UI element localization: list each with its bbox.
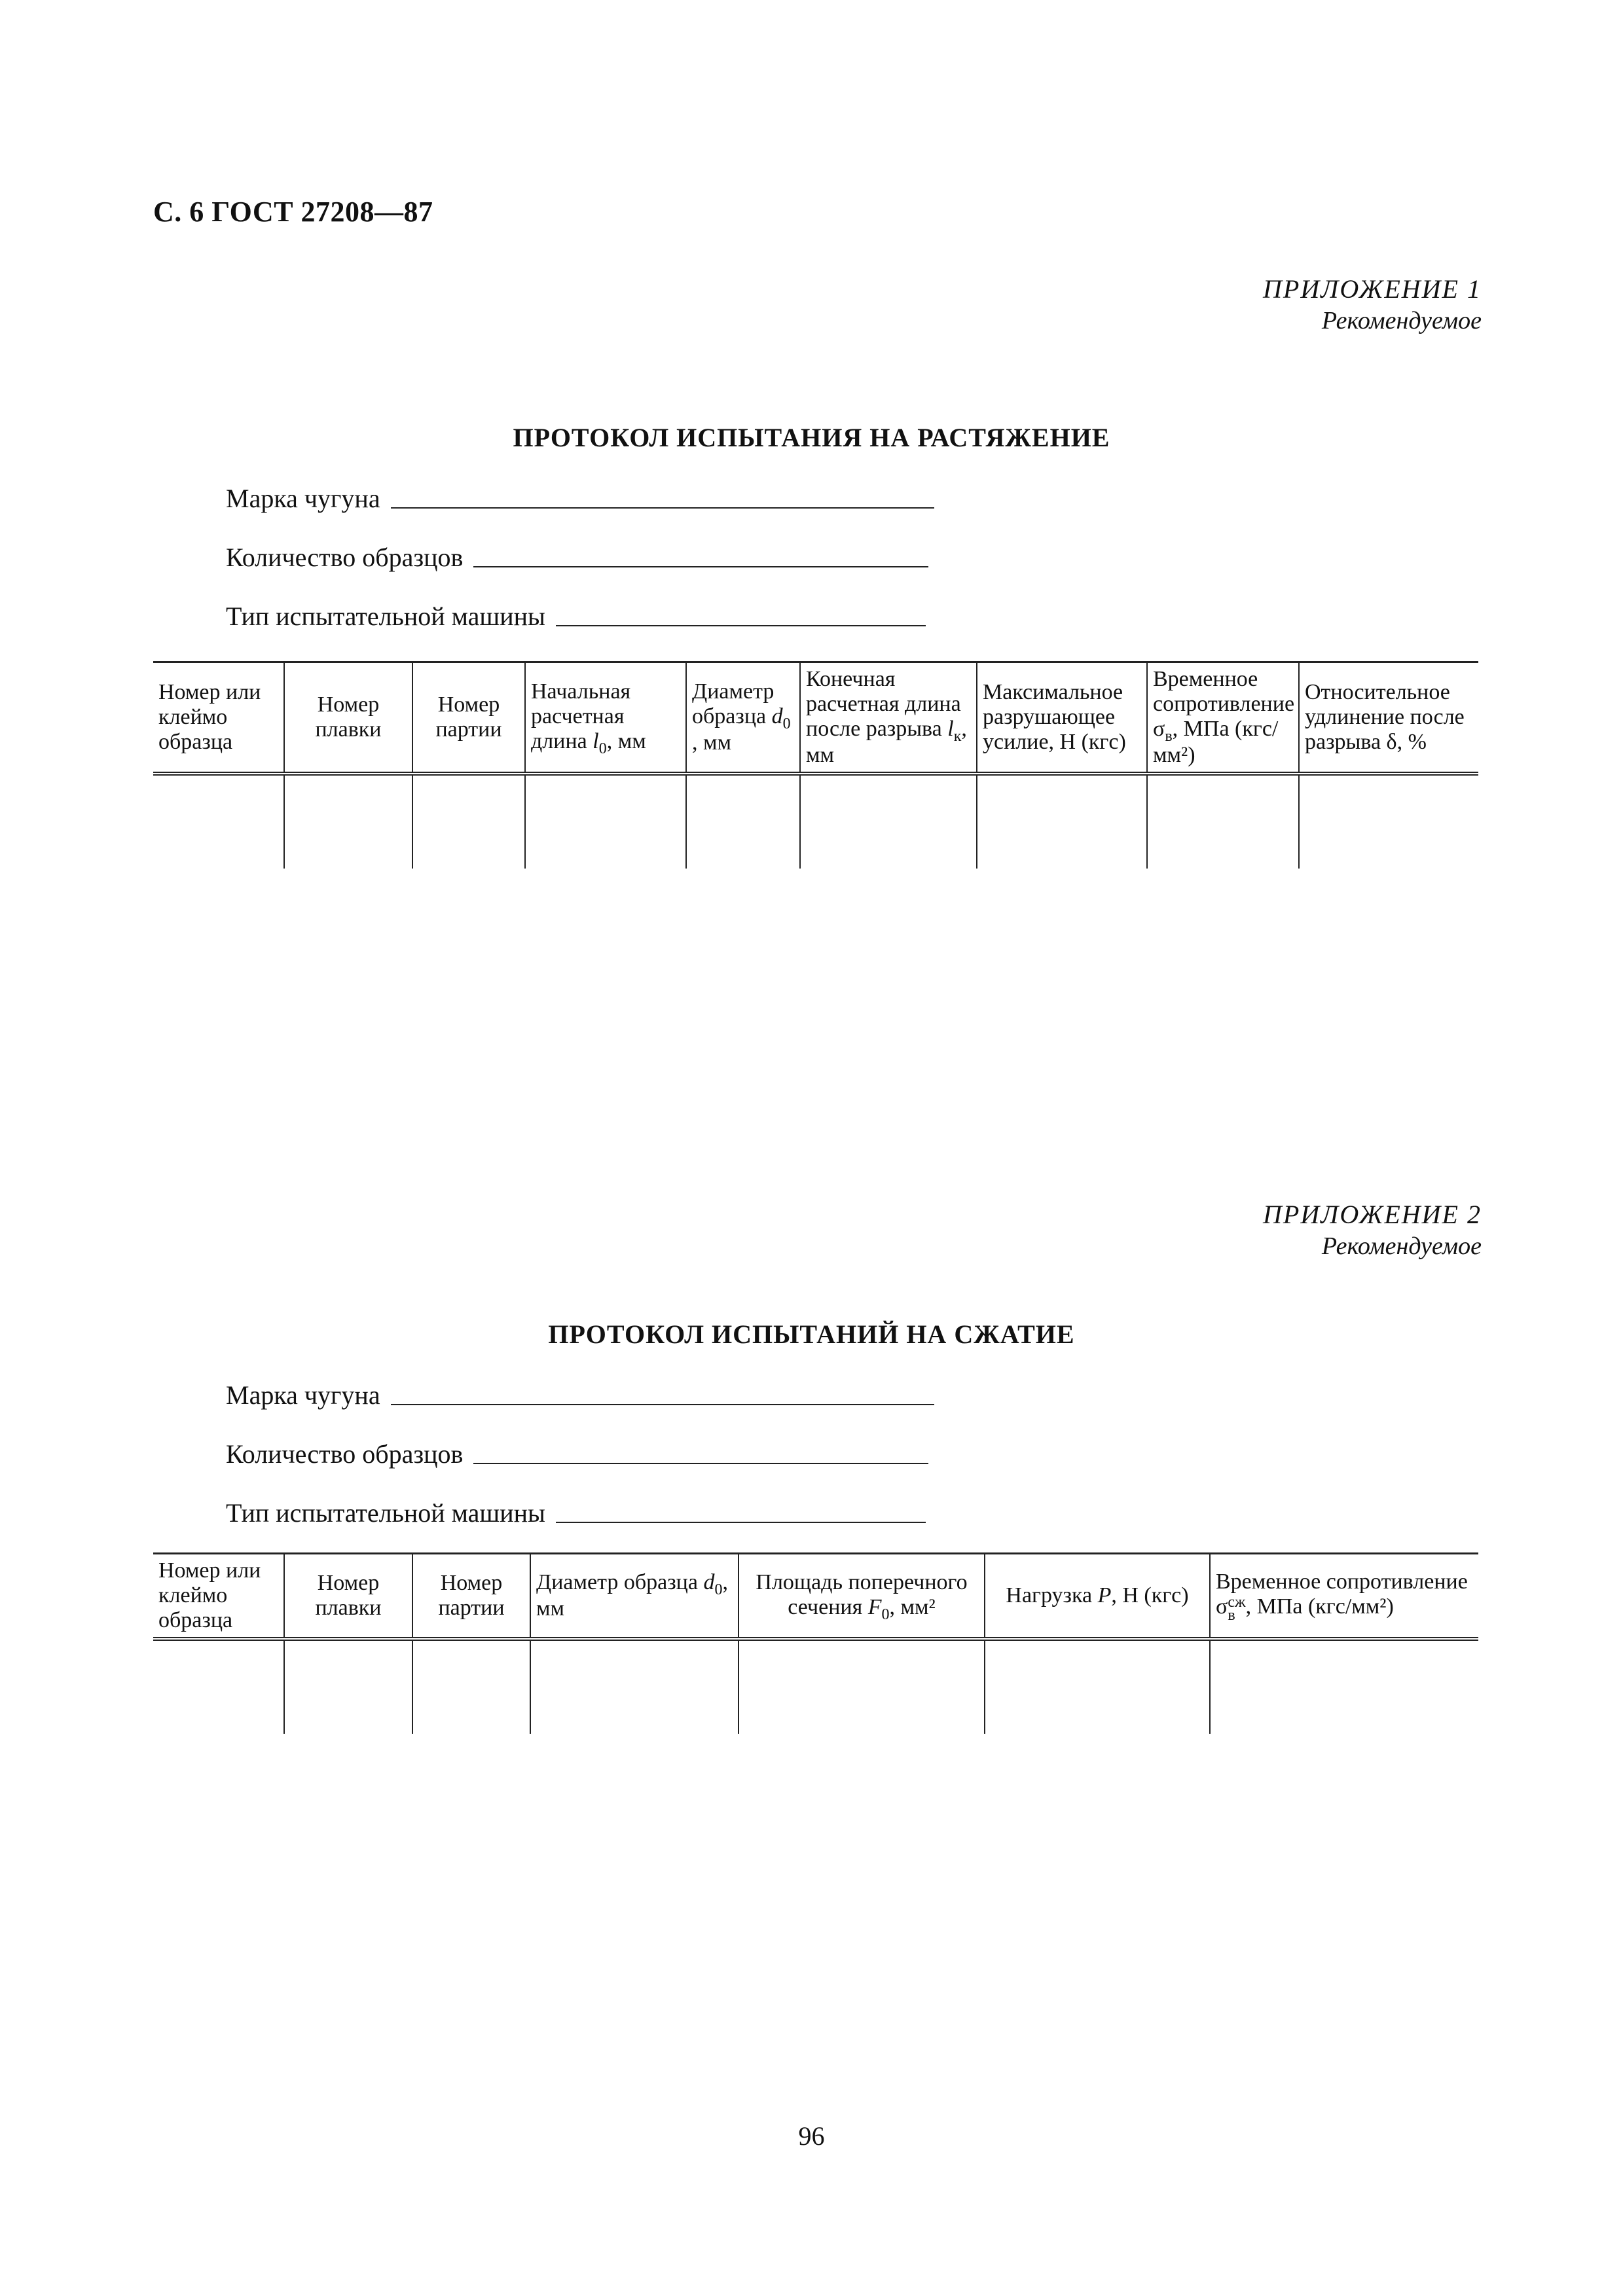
- tension-data-cell-2[interactable]: [284, 774, 412, 869]
- page-number: 96: [798, 2121, 825, 2151]
- tension-field-machine-label: Тип испытательной машины: [226, 601, 545, 631]
- tension-data-cell-1[interactable]: [153, 774, 284, 869]
- tension-field-count-line[interactable]: [473, 565, 928, 567]
- compression-column-header-7: Временное сопротивление σ сж в , МПа (кгс/мм²): [1210, 1554, 1478, 1640]
- tension-field-grade-line[interactable]: [391, 507, 934, 509]
- compression-table-row: [153, 1639, 1478, 1734]
- annex1-name: ПРИЛОЖЕНИЕ 1: [1263, 274, 1482, 304]
- compression-field-grade-label: Марка чугуна: [226, 1380, 380, 1410]
- compression-column-header-5: Площадь поперечного сечения F 0 , мм²: [739, 1554, 985, 1640]
- annex1-note: Рекомендуемое: [1321, 307, 1482, 334]
- compression-protocol-table: [153, 1552, 1478, 1734]
- tension-field-grade-label: Марка чугуна: [226, 484, 380, 513]
- compression-column-header-2: Номер плавки: [284, 1554, 412, 1640]
- page-header: С. 6 ГОСТ 27208—87: [153, 196, 433, 228]
- tension-field-machine-line[interactable]: [556, 624, 926, 626]
- tension-protocol-title: ПРОТОКОЛ ИСПЫТАНИЯ НА РАСТЯЖЕНИЕ: [513, 423, 1110, 452]
- tension-column-header-6: Конечная расчетная длина после разрыва l к , мм: [800, 662, 977, 774]
- compression-field-grade-line[interactable]: [391, 1403, 934, 1405]
- compression-column-header-6: Нагрузка P, Н (кгс): [985, 1554, 1210, 1640]
- tension-data-cell-7[interactable]: [977, 774, 1147, 869]
- tension-field-grade: [226, 483, 934, 514]
- tension-column-header-7: Максимальное разрушающее усилие, Н (кгс): [977, 662, 1147, 774]
- annex2-note: Рекомендуемое: [1321, 1232, 1482, 1260]
- compression-data-cell-1[interactable]: [153, 1639, 284, 1734]
- tension-column-header-4: Начальная расчетная длина l 0 , мм: [525, 662, 686, 774]
- compression-column-header-3: Номер партии: [412, 1554, 530, 1640]
- tension-column-header-2: Номер плавки: [284, 662, 412, 774]
- tension-column-header-8: Временное сопротивление σ в , МПа (кгс/мм²): [1147, 662, 1299, 774]
- compression-column-header-1: Номер или клеймо образца: [153, 1554, 284, 1640]
- tension-table-row: [153, 774, 1478, 869]
- compression-data-cell-4[interactable]: [530, 1639, 739, 1734]
- compression-field-count: [226, 1439, 928, 1469]
- compression-data-cell-2[interactable]: [284, 1639, 412, 1734]
- annex1-label: [958, 274, 1482, 336]
- tension-field-count: [226, 542, 928, 573]
- compression-table-header-row: [153, 1554, 1478, 1640]
- compression-field-grade: [226, 1380, 934, 1410]
- compression-data-cell-6[interactable]: [985, 1639, 1210, 1734]
- compression-data-cell-5[interactable]: [739, 1639, 985, 1734]
- compression-field-machine-label: Тип испытательной машины: [226, 1498, 545, 1528]
- tension-protocol-table: [153, 661, 1478, 869]
- tension-data-cell-6[interactable]: [800, 774, 977, 869]
- annex2-name: ПРИЛОЖЕНИЕ 2: [1263, 1200, 1482, 1229]
- tension-data-cell-5[interactable]: [686, 774, 800, 869]
- compression-protocol-title: ПРОТОКОЛ ИСПЫТАНИЙ НА СЖАТИЕ: [548, 1319, 1075, 1349]
- tension-data-cell-8[interactable]: [1147, 774, 1299, 869]
- tension-field-machine: [226, 601, 926, 632]
- tension-column-header-5: Диаметр образца d 0 , мм: [686, 662, 800, 774]
- tension-data-cell-9[interactable]: [1299, 774, 1478, 869]
- tension-data-cell-3[interactable]: [412, 774, 525, 869]
- compression-data-cell-3[interactable]: [412, 1639, 530, 1734]
- annex2-label: [958, 1199, 1482, 1262]
- compression-field-machine: [226, 1498, 926, 1528]
- tension-data-cell-4[interactable]: [525, 774, 686, 869]
- tension-column-header-3: Номер партии: [412, 662, 525, 774]
- tension-field-count-label: Количество образцов: [226, 543, 464, 572]
- compression-data-cell-7[interactable]: [1210, 1639, 1478, 1734]
- tension-table-header-row: [153, 662, 1478, 774]
- compression-field-count-line[interactable]: [473, 1462, 928, 1464]
- tension-column-header-9: Относительное удлинение после разрыва δ, %: [1299, 662, 1478, 774]
- compression-column-header-4: Диаметр образца d 0 , мм: [530, 1554, 739, 1640]
- tension-column-header-1: Номер или клеймо образца: [153, 662, 284, 774]
- compression-field-count-label: Количество образцов: [226, 1439, 464, 1469]
- compression-field-machine-line[interactable]: [556, 1521, 926, 1523]
